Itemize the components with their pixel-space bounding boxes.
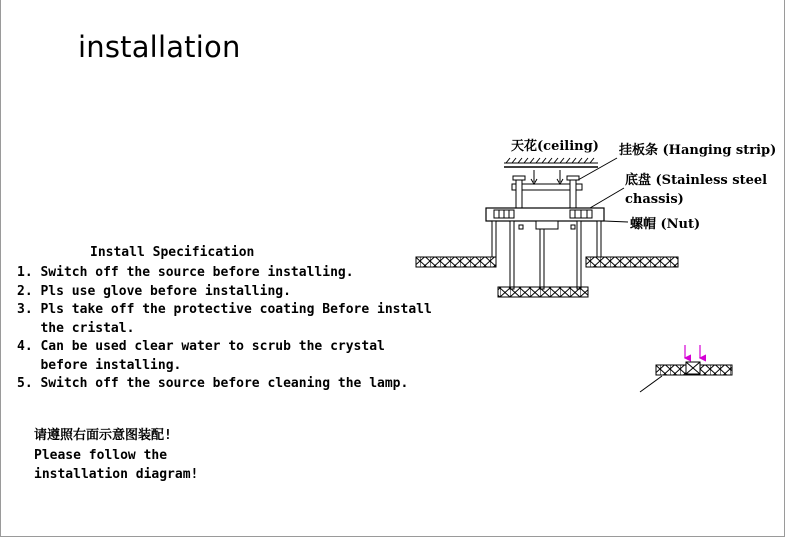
hanging-strip <box>512 170 582 208</box>
note-chinese: 请遵照右面示意图装配! <box>34 428 172 443</box>
note-line-2: installation diagram! <box>34 467 199 482</box>
spec-item: 5. Switch off the source before cleaning the lamp. <box>17 376 409 391</box>
crystal-bar-right <box>586 257 678 267</box>
spec-heading: Install Specification <box>90 245 255 260</box>
ceiling-label: 天花(ceiling) <box>511 139 599 154</box>
ceiling <box>504 158 598 167</box>
crystal-bar-bottom <box>498 287 588 297</box>
note-line-1: Please follow the <box>34 447 168 463</box>
stainless-chassis <box>486 208 604 229</box>
chassis-label-cont: chassis) <box>625 192 684 207</box>
hanging-strip-label: 挂板条 (Hanging strip) <box>619 143 777 158</box>
spec-item: before installing. <box>17 357 182 373</box>
spec-item: the cristal. <box>17 320 135 336</box>
hanging-rods <box>492 221 601 289</box>
nut-label: 螺帽 (Nut) <box>630 217 701 232</box>
page-title: installation <box>78 30 241 64</box>
spec-item: 3. Pls take off the protective coating Before install <box>17 302 432 317</box>
chassis-label: 底盘 (Stainless steel <box>625 173 768 188</box>
crystal-bar-left <box>416 257 496 267</box>
spec-item: 1. Switch off the source before installing. <box>17 265 354 280</box>
crystal-detail <box>640 345 732 392</box>
spec-item: 2. Pls use glove before installing. <box>17 283 291 299</box>
spec-item: 4. Can be used clear water to scrub the crystal <box>17 339 385 354</box>
